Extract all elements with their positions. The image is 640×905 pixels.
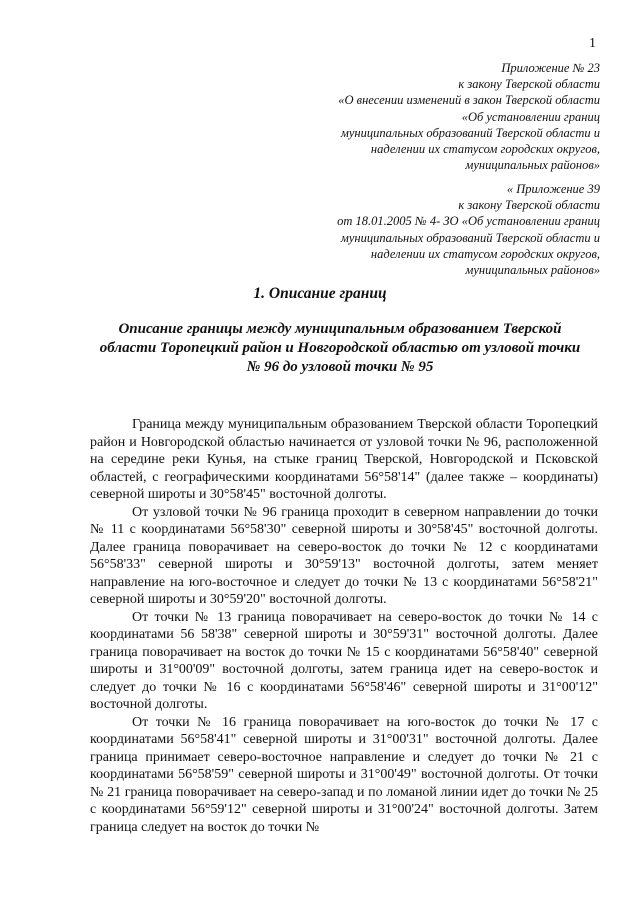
appendix-line: «Об установлении границ (461, 109, 600, 124)
appendix-line: от 18.01.2005 № 4- ЗО «Об установлении границ (337, 214, 600, 229)
appendix-note-39 (270, 181, 600, 278)
heading-line: области Торопецкий район и Новгородской областью от узловой точки (99, 340, 581, 356)
section-title: 1. Описание границ (253, 285, 387, 302)
appendix-line: муниципальных районов» (465, 263, 600, 278)
appendix-line: «О внесении изменений в закон Тверской области (338, 93, 600, 108)
paragraph: От точки № 13 граница поворачивает на северо-восток до точки № 14 с координатами 56 58'38" северной широты и 30°59'31" восточной долготы. Далее граница поворачивает на восток до точки № 15 с координатами 56°58'40" северной широты и 31°00'09" восточной долготы, затем граница идет на северо-восток и следует до точки № 16 с координатами 56°58'46" северной широты и 31°00'12" восточной долготы. (90, 609, 598, 712)
appendix-line: Приложение № 23 (501, 61, 600, 75)
appendix-line: наделении их статусом городских округов, (370, 142, 600, 157)
appendix-line: муниципальных образований Тверской области и (340, 230, 600, 245)
appendix-line: наделении их статусом городских округов, (370, 246, 600, 261)
appendix-line: « Приложение 39 (506, 182, 600, 196)
appendix-note-23 (270, 60, 600, 173)
appendix-line: к закону Тверской области (458, 198, 600, 213)
heading-line: № 96 до узловой точки № 95 (246, 359, 434, 375)
paragraph: Граница между муниципальным образованием Тверской области Торопецкий район и Новгородской областью начинается от узловой точки № 96, расположенной на середине реки Кунья, на стыке границ Тверской, Новгородской и Псковской областей, с географическими координатами 56°58'14" (далее также – координаты) северной широты и 30°58'45" восточной долготы. (90, 417, 598, 502)
paragraph: От точки № 16 граница поворачивает на юго-восток до точки № 17 с координатами 56°58'41" северной широты и 31°00'31" восточной долготы. Далее граница принимает северо-восточное направление и следует до точки № 21 с координатами 56°58'59" северной широты и 31°00'49" восточной долготы. От точки № 21 граница поворачивает на северо-запад и по ломаной линии идет до точки № 25 с координатами 56°59'12" северной широты и 31°00'24" восточной долготы. Затем граница следует на восток до точки № (90, 714, 598, 835)
appendix-line: муниципальных районов» (465, 158, 600, 173)
appendix-line: к закону Тверской области (458, 77, 600, 92)
boundary-heading (70, 320, 610, 377)
paragraph: От узловой точки № 96 граница проходит в северном направлении до точки № 11 с координатами 56°58'30" северной широты и 30°58'45" восточной долготы. Далее граница поворачивает на северо-восток до точки № 12 с координатами 56°58'33" северной широты и 30°59'13" восточной долготы, затем меняет направление на юго-восточное и следует до точки № 13 с координатами 56°58'21" северной широты и 30°59'20" восточной долготы. (90, 504, 598, 607)
heading-line: Описание границы между муниципальным образованием Тверской (118, 321, 562, 337)
appendix-line: муниципальных образований Тверской области и (340, 125, 600, 140)
page-number: 1 (589, 36, 596, 51)
body-text (90, 416, 598, 836)
